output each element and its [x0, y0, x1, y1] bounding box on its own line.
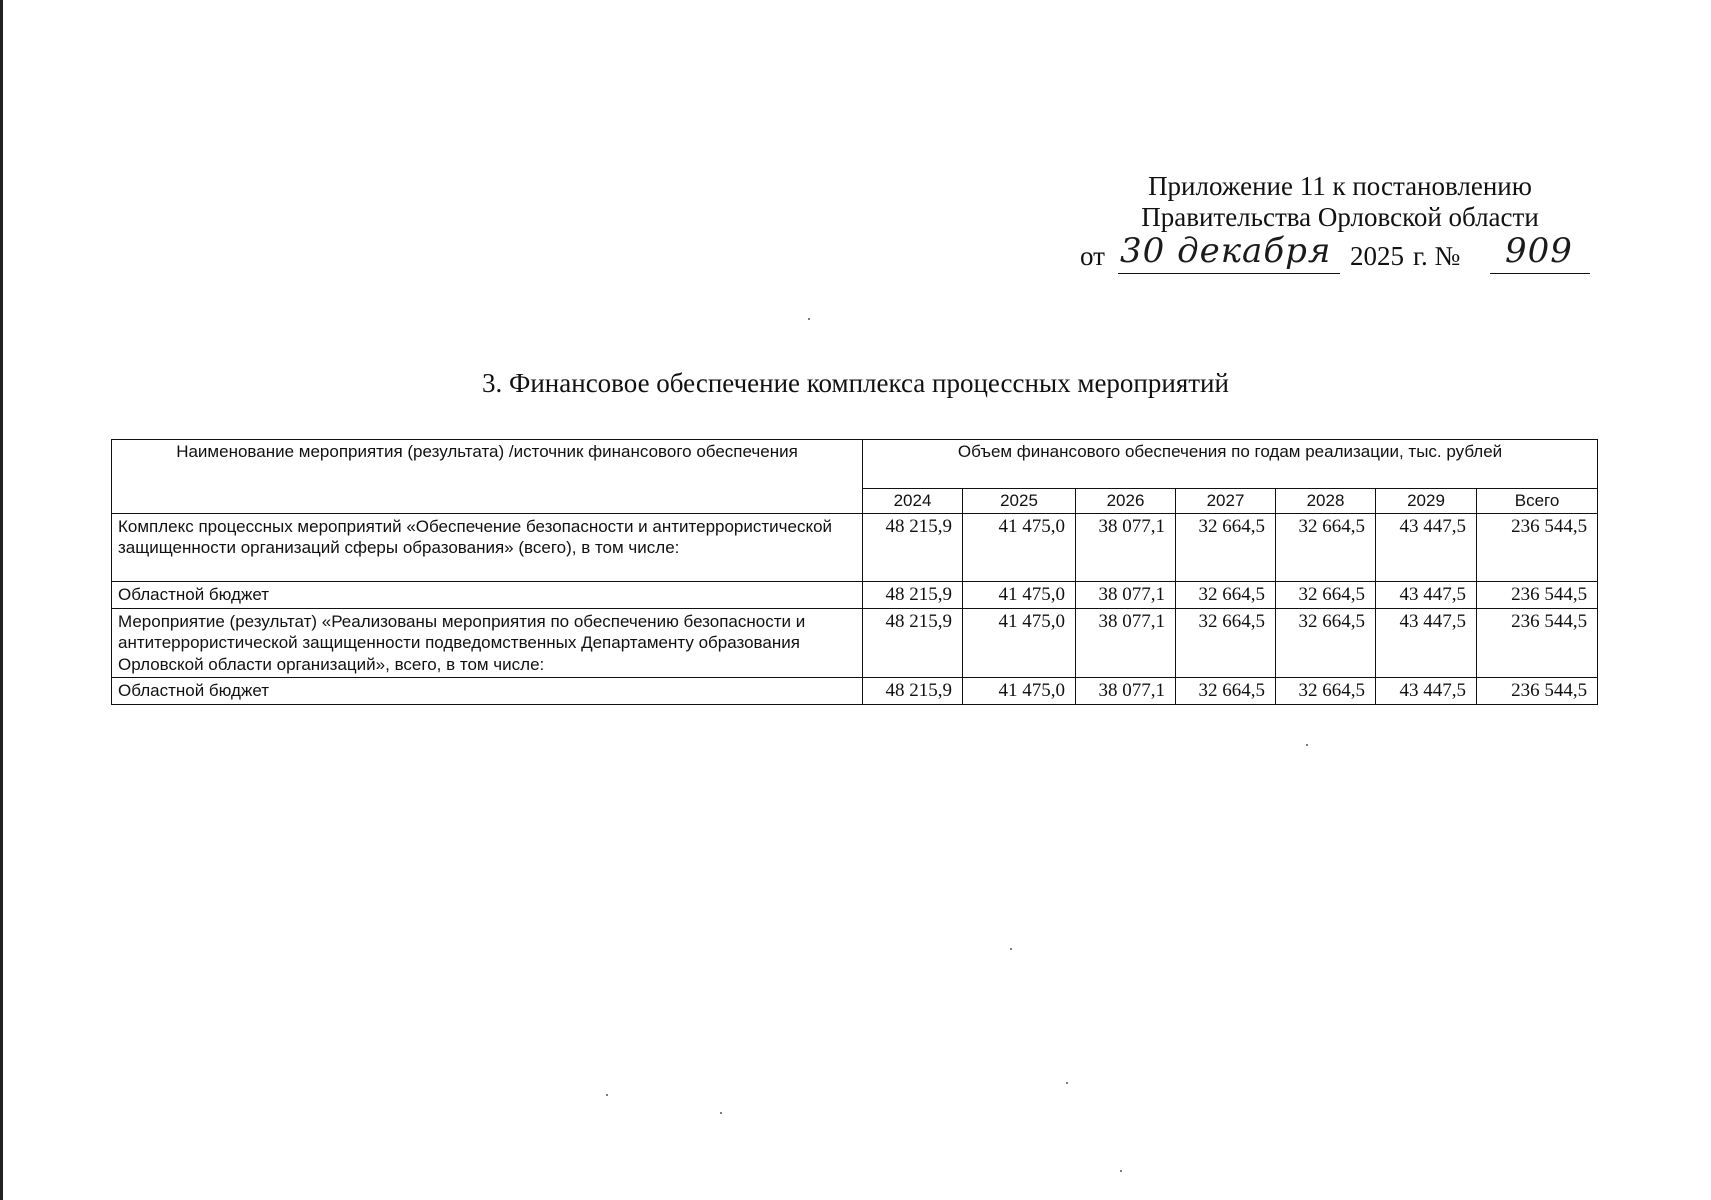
number-underline — [1490, 273, 1590, 274]
value-cell: 32 664,5 — [1276, 514, 1376, 582]
total-header: Всего — [1477, 489, 1598, 514]
scan-speck — [1066, 1082, 1068, 1084]
value-cell: 43 447,5 — [1376, 582, 1477, 609]
value-cell: 38 077,1 — [1076, 609, 1176, 678]
value-cell: 43 447,5 — [1376, 609, 1477, 678]
section-title: 3. Финансовое обеспечение комплекса процессных мероприятий — [482, 368, 1229, 398]
value-cell: 38 077,1 — [1076, 514, 1176, 582]
value-cell: 32 664,5 — [1176, 677, 1276, 704]
scan-edge — [0, 0, 3, 1200]
value-cell: 41 475,0 — [963, 609, 1076, 678]
scan-speck — [1010, 948, 1012, 950]
handwritten-number: 909 — [1505, 231, 1573, 271]
financing-table — [111, 439, 1598, 705]
value-cell: 38 077,1 — [1076, 582, 1176, 609]
value-cell: 32 664,5 — [1176, 582, 1276, 609]
value-cell: 43 447,5 — [1376, 677, 1477, 704]
value-cell: 48 215,9 — [863, 609, 963, 678]
header-volume-cell: Объем финансового обеспечения по годам реализации, тыс. рублей — [863, 440, 1598, 489]
value-cell: 32 664,5 — [1276, 582, 1376, 609]
row-name: Комплекс процессных мероприятий «Обеспечение безопасности и антитеррористической защищенности организаций сферы образования» (всего), в том числе: — [112, 514, 863, 582]
value-cell: 41 475,0 — [963, 677, 1076, 704]
row-name: Мероприятие (результат) «Реализованы мероприятия по обеспечению безопасности и антитеррористической защищенности подведомственных Департаменту образования Орловской области организаций», всего, в том числе: — [112, 609, 863, 678]
scan-speck — [720, 1112, 722, 1114]
table-row — [112, 609, 1598, 678]
appendix-date-line — [1080, 231, 1600, 281]
value-cell: 43 447,5 — [1376, 514, 1477, 582]
row-name: Областной бюджет — [112, 582, 863, 609]
header-name-cell: Наименование мероприятия (результата) /источник финансового обеспечения — [112, 440, 863, 514]
value-cell: 32 664,5 — [1176, 609, 1276, 678]
table-row — [112, 677, 1598, 704]
date-year: 2025 — [1350, 241, 1404, 271]
year-header: 2027 — [1176, 489, 1276, 514]
value-cell: 32 664,5 — [1276, 609, 1376, 678]
total-cell: 236 544,5 — [1477, 514, 1598, 582]
value-cell: 48 215,9 — [863, 582, 963, 609]
value-cell: 38 077,1 — [1076, 677, 1176, 704]
scan-speck — [606, 1094, 608, 1096]
year-header: 2028 — [1276, 489, 1376, 514]
scan-speck — [808, 318, 810, 320]
date-underline — [1118, 273, 1340, 274]
row-name: Областной бюджет — [112, 677, 863, 704]
value-cell: 32 664,5 — [1176, 514, 1276, 582]
value-cell: 48 215,9 — [863, 677, 963, 704]
date-year-suffix: г. № — [1413, 241, 1461, 271]
year-header: 2024 — [863, 489, 963, 514]
date-prefix: от — [1080, 241, 1105, 271]
appendix-line-1: Приложение 11 к постановлению — [1148, 171, 1532, 201]
year-header: 2025 — [963, 489, 1076, 514]
table-header-row — [112, 440, 1598, 489]
total-cell: 236 544,5 — [1477, 609, 1598, 678]
total-cell: 236 544,5 — [1477, 582, 1598, 609]
value-cell: 41 475,0 — [963, 582, 1076, 609]
appendix-header — [1080, 171, 1600, 233]
value-cell: 32 664,5 — [1276, 677, 1376, 704]
table-row — [112, 514, 1598, 582]
value-cell: 41 475,0 — [963, 514, 1076, 582]
year-header: 2026 — [1076, 489, 1176, 514]
scan-speck — [1120, 1170, 1122, 1172]
handwritten-date: 30 декабря — [1120, 231, 1332, 271]
value-cell: 48 215,9 — [863, 514, 963, 582]
appendix-line-2: Правительства Орловской области — [1141, 202, 1539, 233]
total-cell: 236 544,5 — [1477, 677, 1598, 704]
year-header: 2029 — [1376, 489, 1477, 514]
scan-speck — [1306, 744, 1308, 746]
table-row — [112, 582, 1598, 609]
